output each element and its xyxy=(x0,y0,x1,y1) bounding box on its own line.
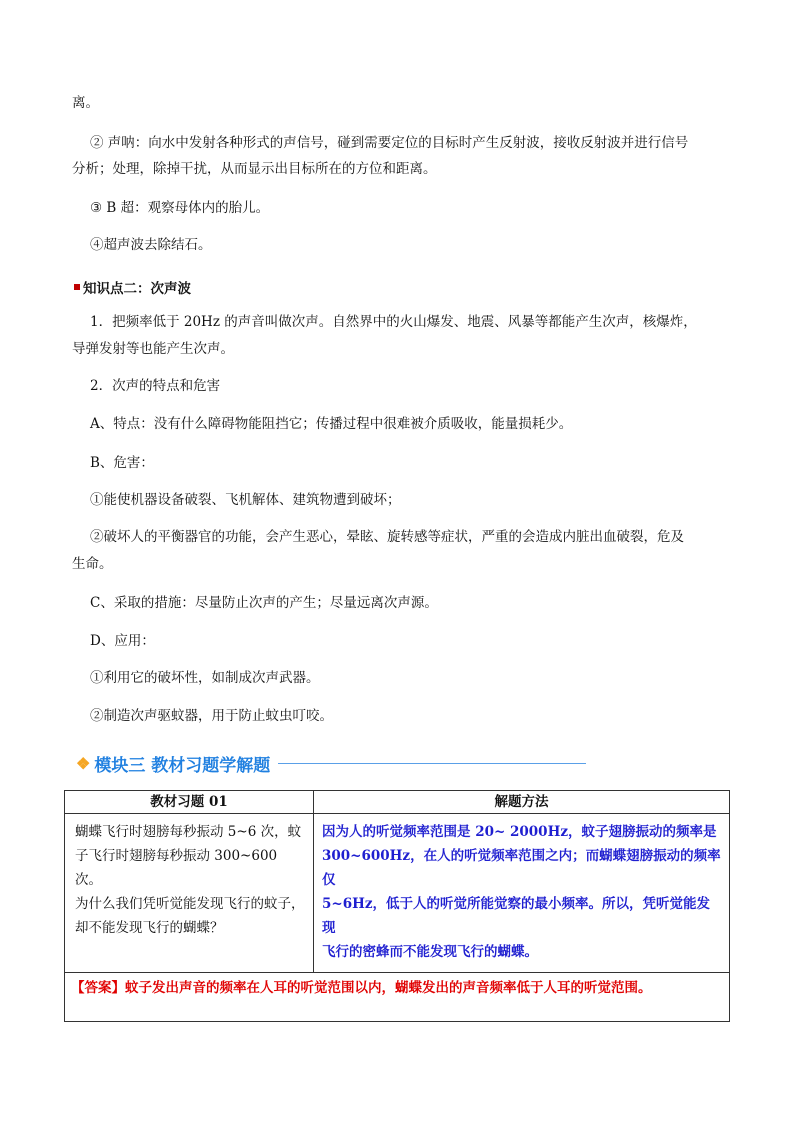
knowledge-point-heading xyxy=(74,277,191,297)
text-line: 离。 xyxy=(72,95,99,111)
text-line: 2．次声的特点和危害 xyxy=(90,378,221,394)
text-line: 导弹发射等也能产生次声。 xyxy=(72,341,234,357)
module-divider xyxy=(278,763,586,764)
red-square-icon xyxy=(74,284,80,290)
text-line: ①利用它的破坏性，如制成次声武器。 xyxy=(90,670,320,686)
exercise-table xyxy=(64,790,730,1022)
method-cell xyxy=(314,814,730,973)
text-line: C、采取的措施：尽量防止次声的产生；尽量远离次声源。 xyxy=(90,595,438,611)
knowledge-point-title: 知识点二：次声波 xyxy=(83,281,191,297)
question-line: 却不能发现飞行的蝴蝶？ xyxy=(75,920,224,936)
method-header: 解题方法 xyxy=(314,791,730,814)
text-line: ③ B 超：观察母体内的胎儿。 xyxy=(90,200,270,216)
diamond-icon: ❖ xyxy=(76,753,91,773)
question-line: 为什么我们凭听觉能发现飞行的蚊子， xyxy=(75,896,305,912)
question-cell xyxy=(65,814,314,973)
method-line: 5~6Hz，低于人的听觉所能觉察的最小频率。所以，凭听觉能发现 xyxy=(322,896,711,936)
text-line: ②破坏人的平衡器官的功能，会产生恶心，晕眩、旋转感等症状，严重的会造成内脏出血破裂，危及 xyxy=(90,529,684,545)
method-line: 因为人的听觉频率范围是 20~ 2000Hz，蚊子翅膀振动的频率是 xyxy=(322,824,717,840)
text-line: ② 声呐：向水中发射各种形式的声信号，碰到需要定位的目标时产生反射波，接收反射波并进行信号 xyxy=(90,135,689,151)
text-line: A、特点：没有什么障碍物能阻挡它；传播过程中很难被介质吸收，能量损耗少。 xyxy=(90,416,573,432)
text-line: D、应用： xyxy=(90,633,155,649)
text-line: B、危害： xyxy=(90,455,154,471)
method-line: 飞行的密蜂而不能发现飞行的蝴蝶。 xyxy=(322,944,538,960)
answer-cell: 【答案】蚊子发出声音的频率在人耳的听觉范围以内，蝴蝶发出的声音频率低于人耳的听觉范围。 xyxy=(65,973,730,1022)
method-line: 300~600Hz，在人的听觉频率范围之内；而蝴蝶翅膀振动的频率仅 xyxy=(322,848,721,888)
module-title: 模块三 教材习题学解题 xyxy=(94,755,271,776)
question-line: 蝴蝶飞行时翅膀每秒振动 5~6 次，蚊 xyxy=(75,824,302,840)
question-line: 子飞行时翅膀每秒振动 300~600 次。 xyxy=(75,848,278,888)
module-header xyxy=(76,751,586,775)
text-line: 分析；处理，除掉干扰，从而显示出目标所在的方位和距离。 xyxy=(72,161,437,177)
exercise-header: 教材习题 01 xyxy=(65,791,314,814)
text-line: 生命。 xyxy=(72,556,113,572)
text-line: 1．把频率低于 20Hz 的声音叫做次声。自然界中的火山爆发、地震、风暴等都能产生次声，核爆炸， xyxy=(90,314,697,330)
text-line: ②制造次声驱蚊器，用于防止蚊虫叮咬。 xyxy=(90,708,333,724)
text-line: ④超声波去除结石。 xyxy=(90,237,212,253)
text-line: ①能使机器设备破裂、飞机解体、建筑物遭到破坏； xyxy=(90,492,401,508)
